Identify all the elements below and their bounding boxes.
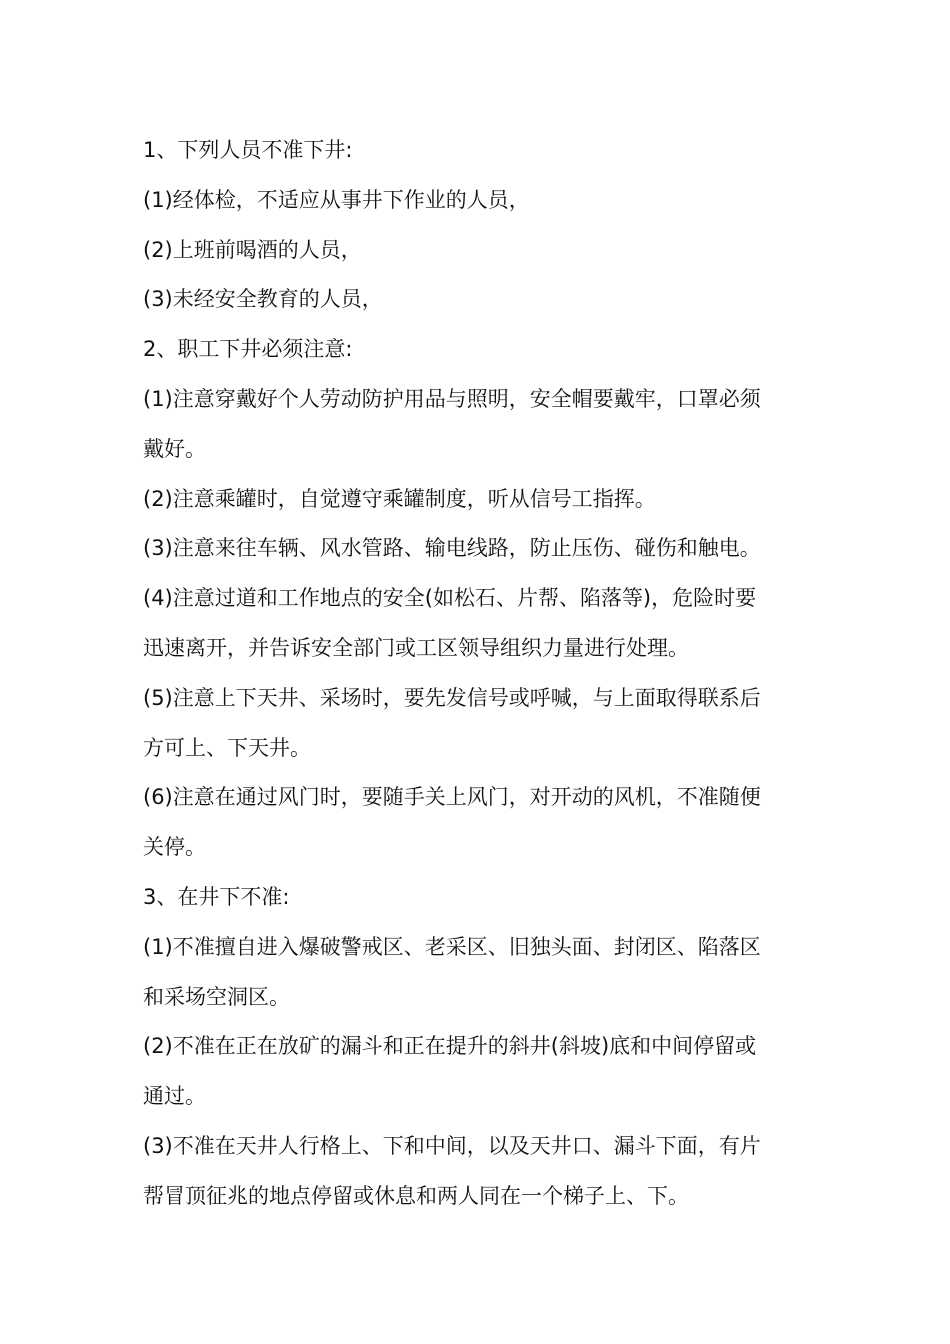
- document-body: [143, 126, 813, 1222]
- text-line: (3)未经安全教育的人员，: [143, 287, 383, 312]
- text-line: 迅速离开，并告诉安全部门或工区领导组织力量进行处理。: [143, 635, 689, 660]
- text-line: (3)不准在天井人行格上、下和中间，以及天井口、漏斗下面，有片: [143, 1133, 761, 1158]
- text-line: 戴好。: [143, 436, 206, 461]
- text-line: 和采场空洞区。: [143, 984, 290, 1009]
- text-line: 关停。: [143, 835, 206, 860]
- text-line: (3)注意来往车辆、风水管路、输电线路，防止压伤、碰伤和触电。: [143, 536, 761, 561]
- section-heading: 1、下列人员不准下井:: [143, 138, 353, 162]
- text-line: (2)上班前喝酒的人员，: [143, 237, 362, 262]
- text-line: 方可上、下天井。: [143, 735, 311, 760]
- text-line: 通过。: [143, 1084, 206, 1109]
- text-line: (1)注意穿戴好个人劳动防护用品与照明，安全帽要戴牢，口罩必须: [143, 386, 761, 411]
- text-line: (1)不准擅自进入爆破警戒区、老采区、旧独头面、封闭区、陷落区: [143, 934, 761, 959]
- text-line: (4)注意过道和工作地点的安全(如松石、片帮、陷落等)，危险时要: [143, 586, 757, 611]
- text-line: (6)注意在通过风门时，要随手关上风门，对开动的风机，不准随便: [143, 785, 761, 810]
- section-heading: 3、在井下不准:: [143, 884, 290, 909]
- text-line: (2)注意乘罐时，自觉遵守乘罐制度，听从信号工指挥。: [143, 486, 656, 511]
- text-line: (5)注意上下天井、采场时，要先发信号或呼喊，与上面取得联系后: [143, 685, 761, 710]
- text-line: (2)不准在正在放矿的漏斗和正在提升的斜井(斜坡)底和中间停留或: [143, 1034, 757, 1059]
- text-line: 帮冒顶征兆的地点停留或休息和两人同在一个梯子上、下。: [143, 1183, 689, 1208]
- section-heading: 2、职工下井必须注意:: [143, 337, 353, 362]
- text-line: (1)经体检，不适应从事井下作业的人员，: [143, 187, 530, 212]
